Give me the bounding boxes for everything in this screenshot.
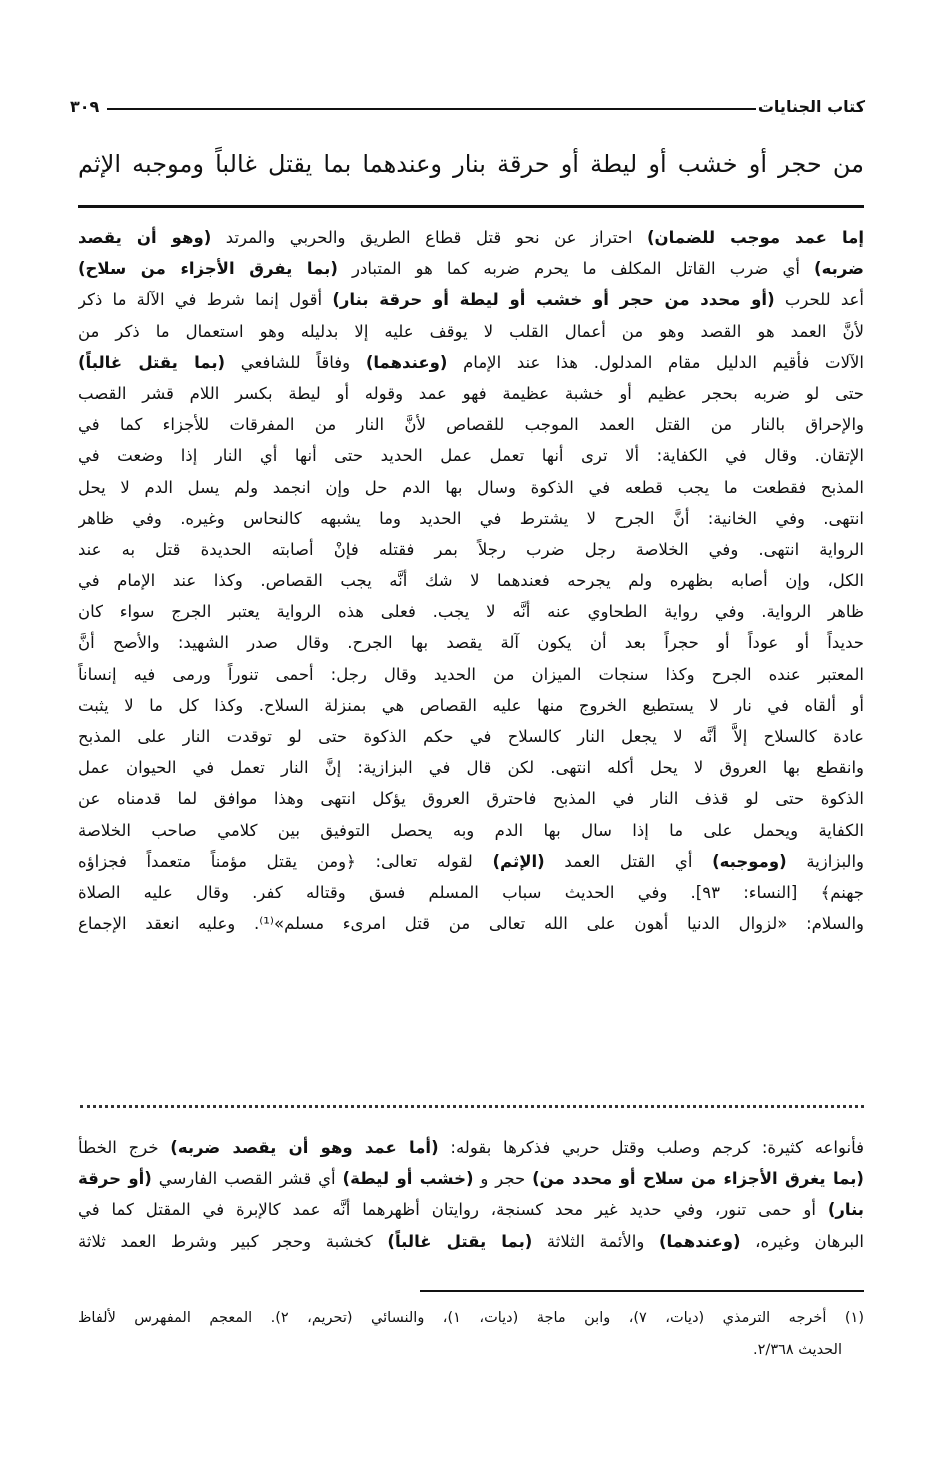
text-line [78,503,864,534]
commentary-segment: حجر و [473,1169,533,1189]
commentary-segment: كخشبة وحجر كبير وشرط العمد ثلاثة [78,1231,388,1251]
quoted-matn-segment: (بما يفرق الأجزاء من سلاح) [78,259,338,279]
commentary-segment: الرواية انتهى. وفي الخلاصة رجل ضرب رجلاً بمر فقتله فإنْ أصابته الحديدة قتل به عند [78,539,864,559]
footnote-block [78,1302,864,1366]
text-line [78,316,864,347]
text-line [78,596,864,627]
commentary-segment: حديداً أو عوداً أو حجراً بعد أن يكون آلة يقصد بها الجرح. وقال صدر الشهيد: والأصح أنَّ [78,633,864,653]
text-line [78,690,864,721]
text-line [78,815,864,846]
commentary-segment: والأئمة الثلاثة [532,1231,659,1251]
commentary-segment: المذبح فقطعت ما يجب قطعه في الذكوة وسال بها الدم حل وإن انجمد ولم يسل الدم لا يحل [78,477,864,497]
text-line [78,846,864,877]
commentary-segment: والسلام: «لزوال الدنيا أهون على الله تعالى من قتل امرىء مسلم»⁽¹⁾. وعليه انعقد الإجماع [78,914,864,934]
footnote-line: الحديث ٢/٣٦٨. [753,1342,842,1358]
text-line [78,409,864,440]
quoted-matn-segment: (بما يقتل غالباً) [387,1231,533,1251]
commentary-segment: الإتقان. وقال في الكفاية: ألا ترى أنها تعمل عمل الحديد حتى أنها أي النار إذا وضعت في [78,446,864,466]
page-number: ٣٠٩ [70,97,100,116]
text-line [78,1163,864,1194]
text-line [78,908,864,939]
quoted-matn-segment: (وهو أن يقصد [78,228,212,247]
text-line [78,378,864,409]
quoted-matn-segment: إما عمد موجب للضمان) [647,228,864,247]
commentary-segment: ظاهر الرواية. وفي رواية الطحاوي عنه أنَّه لا يجب. فعلى هذه الرواية يعتبر الجرج سواء كان [78,602,864,622]
text-line [78,783,864,814]
quoted-matn-segment: (وعندهما) [658,1231,741,1251]
commentary-segment: أي ضرب القاتل المكلف ما يحرم ضربه كما هو المتبادر [337,259,815,279]
commentary-segment: أو ألقاه في نار لا يستطيع الخروج منها عليه القصاص هي بمنزلة السلاح. وكذا كل ما لا يثبت [78,695,864,715]
text-line [78,222,864,253]
lower-commentary-block [78,1132,864,1257]
header-rule [107,108,756,110]
footnote-line: (١) أخرجه الترمذي (ديات، ٧)، وابن ماجة (ديات، ١)، والنسائي (تحريم، ٢). المعجم المفهرس لألفاظ [78,1310,864,1326]
quoted-matn-segment: (خشب أو ليطة) [342,1169,474,1189]
text-line [78,347,864,378]
commentary-segment: انتهى. وفي الخانية: أنَّ الجرح لا يشترط في الحديد وما يشبهه كالنحاس وغيره. وفي ظاهر [78,508,864,528]
quoted-matn-segment: (أما عمد وهو أن يقصد ضربه) [170,1138,439,1157]
commentary-segment: الذكوة حتى لو قذف النار في المذبح فاحترق العروق يؤكل انتهى وهذا موافق لما قدمناه عن [78,789,864,809]
text-line [78,627,864,658]
commentary-segment: البرهان وغيره، [740,1231,864,1251]
commentary-segment: وفاقاً للشافعي [225,352,366,372]
chapter-title: كتاب الجنايات [757,97,865,116]
commentary-segment: فأنواعه كثيرة: كرجم وصلب وقتل حربي فذكرها بقوله: [438,1138,864,1157]
commentary-segment: المعتبر عنده الجرح وكذا سنجات الميزان من الحديد وقال رجل: أحمى تنوراً ورمى فيه إنساناً [78,664,864,684]
quoted-matn-segment: بنار) [827,1200,864,1220]
text-line [78,721,864,752]
text-line [78,1132,864,1163]
text-line [78,534,864,565]
commentary-segment: والإحراق بالنار من القتل العمد الموجب للقصاص لأنَّ النار من المفرقات للأجزاء كما في [78,415,864,435]
quoted-matn-segment: (بما يغرق الأجزاء من سلاح أو محدد من) [532,1169,864,1189]
text-line [78,752,864,783]
commentary-segment: حتى لو ضربه بحجر عظيم أو خشبة عظيمة فهو عمد وقوله أو ليطة بكسر اللام قشر القصب [78,383,864,403]
quoted-matn-segment: (وعندهما) [365,352,448,372]
quoted-matn-segment: (أو محدد من حجر أو خشب أو ليطة أو حرقة بنار) [332,290,775,310]
running-header [70,88,865,116]
text-line [78,1194,864,1225]
text-line [78,565,864,596]
commentary-segment: والبزازية [786,851,864,871]
commentary-segment: عادة كالسلاح إلاَّ أنَّه لا يجعل النار كالسلاح في حكم الذكوة حتى لو توقدت النار على المذبح [78,727,864,746]
main-text-divider [78,205,864,208]
quoted-matn-segment: (بما يقتل غالباً) [78,352,226,372]
commentary-segment: جهنم﴾ [النساء: ٩٣]. وفي الحديث سباب المسلم فسق وقتاله كفر. وقال عليه الصلاة [78,882,864,902]
commentary-segment: أي قشر القصب الفارسي [151,1169,343,1189]
text-line [78,877,864,908]
commentary-segment: أي القتل العمد [544,851,713,871]
text-line [78,659,864,690]
commentary-segment: احتراز عن نحو قتل قطاع الطريق والحربي والمرتد [211,228,648,247]
quoted-matn-segment: (وموجبه) [712,851,787,871]
commentary-segment: الآلات فأقيم الدليل مقام المدلول. هذا عند الإمام [447,352,864,372]
text-line [78,253,864,284]
quoted-matn-segment: (أو حرقة [78,1169,152,1189]
commentary-segment: أعد للحرب [774,290,864,310]
commentary-segment: الكفاية ويحمل على ما إذا سال بها الدم وبه يحصل التوفيق بين كلامي صاحب الخلاصة [78,820,864,840]
commentary-segment: أقول إنما شرط في الآلة ما ذكر [78,290,333,310]
quoted-matn-segment: ضربه) [814,259,864,279]
commentary-block [78,222,864,939]
main-text-line: من حجر أو خشب أو ليطة أو حرقة بنار وعندهما بما يقتل غالباً وموجبه الإثم [78,150,864,178]
commentary-segment: الكل، وإن أصابه بظهره ولم يجرحه فعندهما لا شك أنَّه يجب القصاص. وكذا عند الإمام في [78,571,864,591]
text-line [78,1226,864,1257]
footnote-rule [420,1290,864,1292]
text-line [78,472,864,503]
commentary-segment: أو حمى تنور، وفي حديد غير محد كسنجة، روايتان أظهرهما أنَّه عمد كالإبرة في المقتل كما في [78,1200,828,1220]
dotted-divider [80,1105,864,1108]
commentary-segment: لقوله تعالى: ﴿ومن يقتل مؤمناً متعمداً فجزاؤه [78,851,493,871]
commentary-segment: لأنَّ العمد هو القصد وهو من أعمال القلب لا يوقف عليه إلا بدليله وهو استعمال ما ذكر من [78,321,864,341]
text-line [78,284,864,315]
commentary-segment: وانقطع بها العروق لا يحل أكله انتهى. لكن قال في البزازية: إنَّ النار تعمل في الحيوان عمل [78,758,864,778]
quoted-matn-segment: (الإثم) [492,851,545,871]
commentary-segment: خرج الخطأ [78,1138,171,1157]
text-line [78,440,864,471]
